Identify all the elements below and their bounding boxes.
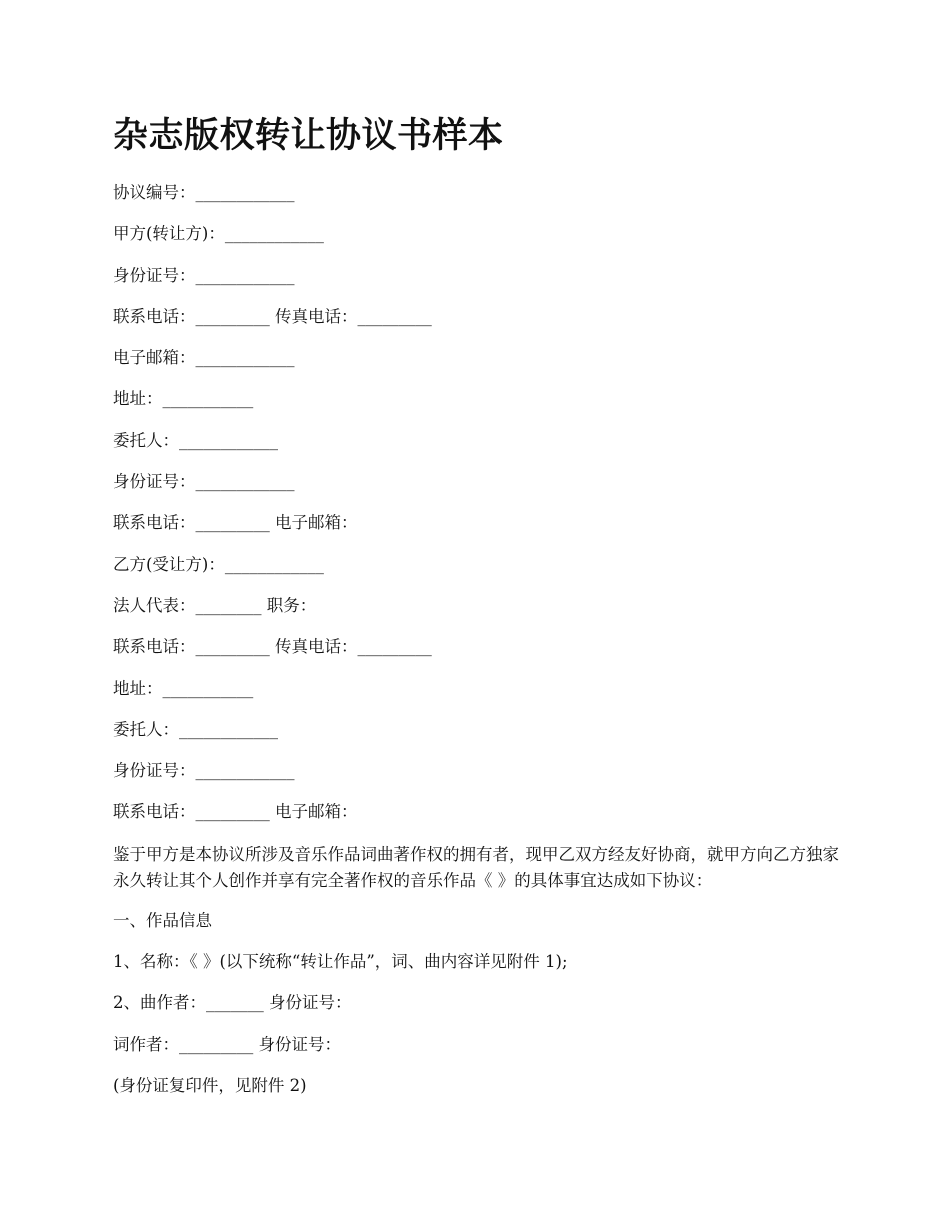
field-party-b-phone-fax: 联系电话：_________ 传真电话：_________ [113, 637, 432, 657]
field-party-b-agent-phone-email: 联系电话：_________ 电子邮箱： [113, 802, 358, 822]
field-agreement-number: 协议编号：____________ [113, 183, 295, 202]
field-party-b: 乙方(受让方)：____________ [113, 554, 324, 574]
field-party-a-address: 地址：___________ [113, 389, 254, 409]
field-party-a: 甲方(转让方)：____________ [113, 224, 324, 244]
field-party-a-agent-phone-email: 联系电话：_________ 电子邮箱： [113, 513, 358, 533]
field-party-a-agent-id: 身份证号：____________ [113, 472, 295, 492]
document-body [113, 181, 843, 1115]
field-party-a-id: 身份证号：____________ [113, 265, 295, 285]
field-party-a-email: 电子邮箱：____________ [113, 348, 295, 368]
clause-id-copy-note: (身份证复印件，见附件 2) [113, 1075, 307, 1095]
field-party-a-agent: 委托人：____________ [113, 430, 278, 450]
field-party-b-legal-rep: 法人代表：________ 职务： [113, 595, 317, 615]
section-heading-work-info: 一、作品信息 [113, 910, 212, 930]
field-party-b-address: 地址：___________ [113, 678, 254, 698]
clause-lyricist: 词作者：_________ 身份证号： [113, 1034, 341, 1054]
clause-work-name: 1、名称：《 》(以下统称“转让作品”，词、曲内容详见附件 1); [113, 952, 568, 972]
clause-composer: 2、曲作者：_______ 身份证号： [113, 993, 352, 1013]
document-title: 杂志版权转让协议书样本 [113, 115, 504, 156]
preamble-paragraph: 鉴于甲方是本协议所涉及音乐作品词曲著作权的拥有者，现甲乙双方经友好协商，就甲方向乙方独家永久转让其个人创作并享有完全著作权的音乐作品《 》的具体事宜达成如下协议： [113, 844, 839, 890]
field-party-a-phone-fax: 联系电话：_________ 传真电话：_________ [113, 306, 432, 326]
field-party-b-agent-id: 身份证号：____________ [113, 761, 295, 781]
field-party-b-agent: 委托人：____________ [113, 719, 278, 739]
